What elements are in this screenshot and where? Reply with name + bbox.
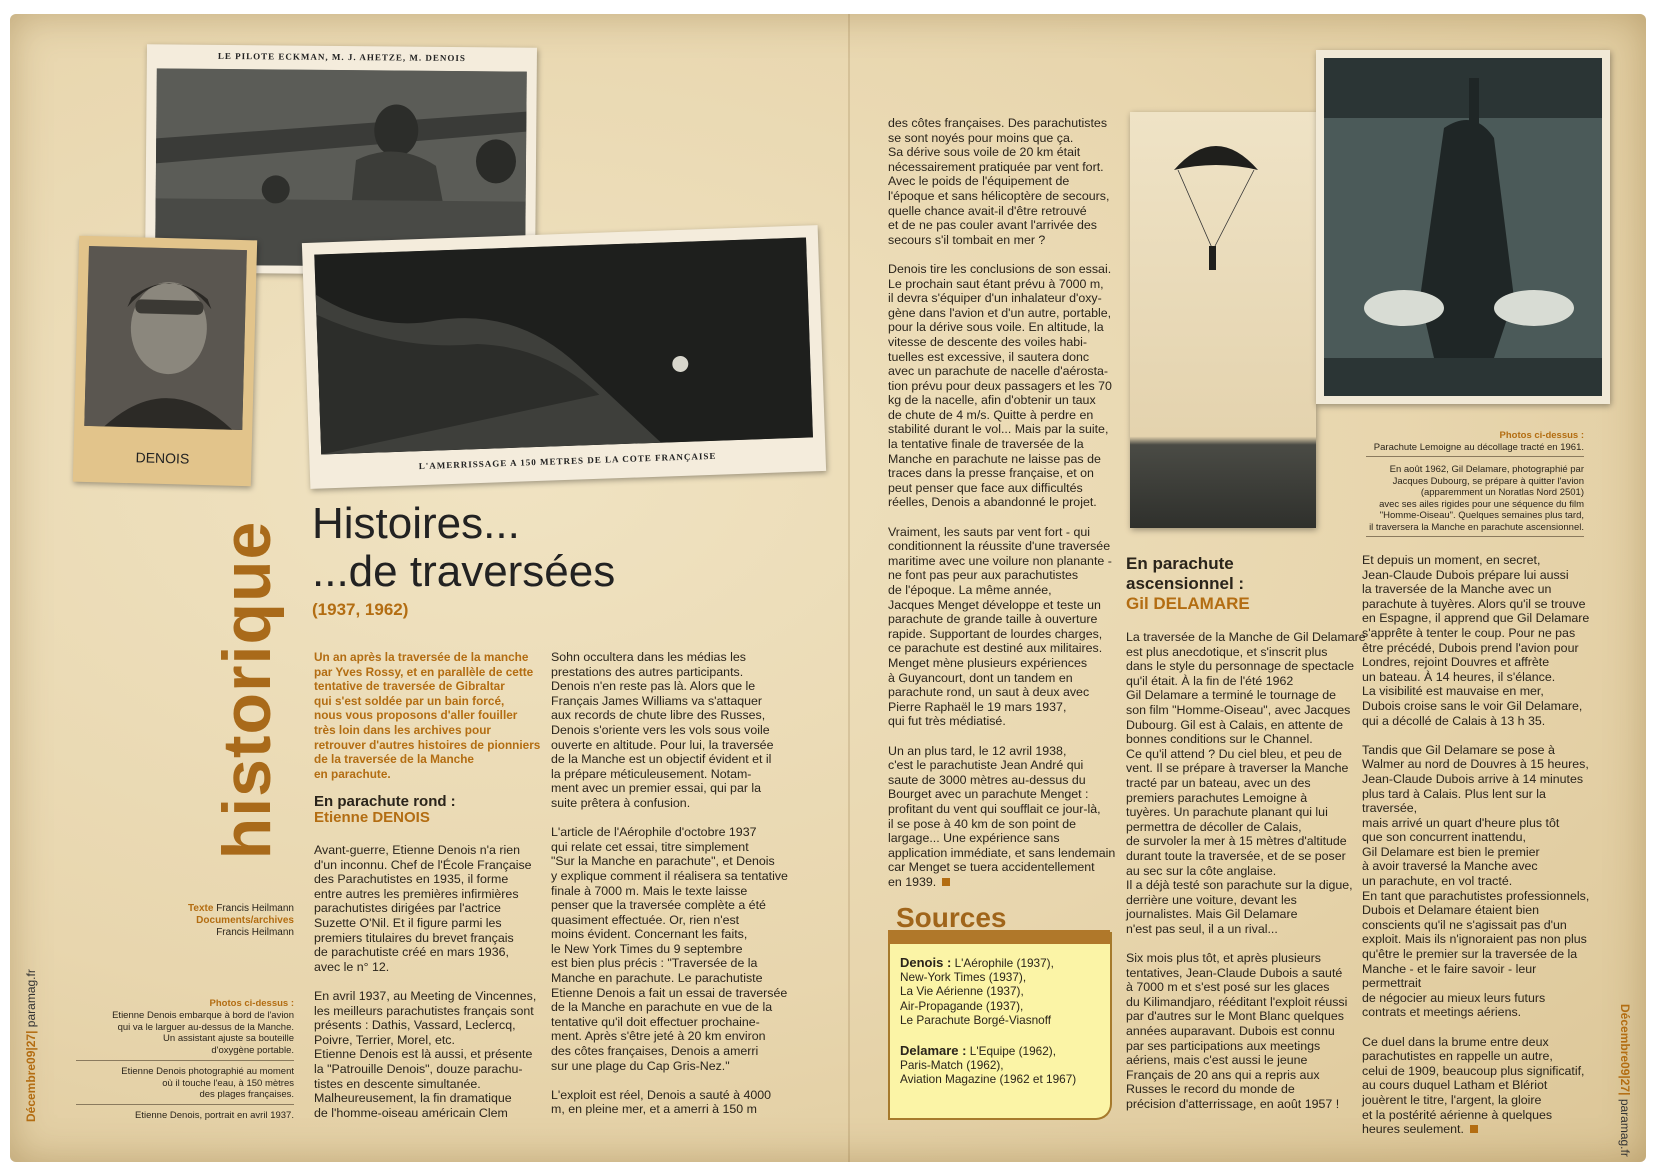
photo-portrait-caption: DENOIS [135, 449, 190, 467]
folio-left-site: paramag.fr [24, 969, 38, 1028]
credit-texte-label: Texte [188, 903, 214, 914]
article-title: Histoires... ...de traversées [312, 499, 616, 596]
sources-delamare-label: Delamare : [900, 1043, 967, 1058]
left-caption-2: Etienne Denois photographié au moment où il touche l'eau, à 150 mètres des plages françaises. [121, 1066, 294, 1100]
sea-illustration [314, 237, 813, 454]
column-3 [888, 116, 1118, 889]
column-2: Sohn occultera dans les médias les prestations des autres participants. Denois n'en reste pas là. Alors que le Français James Williams va s'attaquer aux records de chute libre des Russes, Denois s'oriente vers les vols sous voile ouverte en altitude. Pour lui, la traversée de la Manche est un objectif évident et il la prépare méticuleusement. Notam- ment avec un premier essai, qui par la suite prêtera à confusion. L'article de l'Aérophile d'octobre 1937 qui relate cet essai, titre simplement "Sur la Manche en parachute", et Denois y explique comment il réalisera sa tentative finale à 7000 m. Mais le texte laisse penser que la traversée complète a été quasiment effectuée. Or, rien n'est moins évident. Concernant les faits, le New York Times du 9 septembre est bien plus précis : "Traversée de la Manche en parachute. Le parachutiste Etienne Denois a fait un essai de traversée de la Manche en parachute en vue de la tentative qu'il doit effectuer prochaine- ment. Après s'être jeté à 20 km environ des côtes françaises, Denois a amerri sur une plage du Cap Gris-Nez." L'exploit est réel, Denois a sauté à 4000 m, en pleine mer, et a amerri à 150 m [551, 650, 788, 1117]
end-mark-square-2 [1470, 1125, 1478, 1133]
section-label: historique [209, 520, 285, 860]
article-subtitle: (1937, 1962) [312, 600, 409, 619]
caption-rule-1 [76, 1060, 294, 1061]
photo-portrait [73, 236, 257, 487]
photo-sea-landing [302, 225, 826, 489]
delamare-illustration [1324, 58, 1602, 396]
photo-portrait-image [84, 246, 247, 430]
caption-rule-2 [76, 1104, 294, 1105]
folio-right: Décembre09|27| paramag.fr [1618, 1004, 1632, 1157]
section-label-vertical [210, 490, 284, 890]
sources-delamare-list: L'Equipe (1962), Paris-Match (1962), Aviation Magazine (1962 et 1967) [900, 1044, 1077, 1087]
section1-head: En parachute rond : [314, 793, 456, 810]
right-captions-label: Photos ci-dessus : [1499, 430, 1584, 441]
sources-denois-label: Denois : [900, 955, 952, 970]
sources-title: Sources [896, 902, 1007, 933]
folio-left: Décembre09|27| paramag.fr [24, 969, 38, 1122]
folio-left-issue: Décembre09 [24, 1050, 38, 1122]
column-1: Avant-guerre, Etienne Denois n'a rien d'un inconnu. Chef de l'École Française des Parachutistes en 1935, il forme entre autres les premières infirmières parachutistes dirigées par l'actrice Suzette O'Nil. Et il figure parmi les premiers titulaires du brevet français de parachutiste créé en mars 1936, avec le n° 12. En avril 1937, au Meeting de Vincennes, les meilleurs parachutistes français sont présents : Dathis, Vassard, Leclercq, Poivre, Terrier, Morel, etc. Etienne Denois est là aussi, et présente la "Patrouille Denois", douze parachu- tistes en descente simultanée. Malheureusement, la fin dramatique de l'homme-oiseau américain Clem [314, 843, 537, 1120]
left-captions-label: Photos ci-dessus : [209, 998, 294, 1009]
section2-head: En parachute ascensionnel : [1126, 554, 1245, 593]
credit-texte-name: Francis Heilmann [216, 903, 294, 914]
section2-name: Gil DELAMARE [1126, 594, 1250, 613]
photo-delamare-image [1324, 58, 1602, 396]
folio-right-page: 27 [1618, 1078, 1632, 1093]
article-credits [118, 903, 294, 939]
intro-text: Un an après la traversée de la manche par Yves Rossy, et en parallèle de cette tentative de traversée de Gibraltar qui s'est soldée par un bain forcé, nous vous proposons d'aller fouiller très loin dans les archives pour retrouver d'autres histoires de pionniers de la traversée de la Manche en parachute. [314, 650, 541, 781]
photo-delamare-plane [1316, 50, 1610, 404]
right-caption-1: Parachute Lemoigne au décollage tracté en 1961. [1373, 442, 1584, 453]
right-caption-rule-2 [1366, 536, 1584, 537]
left-caption-1: Etienne Denois embarque à bord de l'avion qui va le larguer au-dessus de la Manche. Un assistant ajuste sa bouteille d'oxygène portable. [112, 1010, 294, 1056]
photo-sea-landing-image [314, 237, 813, 454]
page-fold [848, 14, 850, 1162]
section1-name: Etienne DENOIS [314, 809, 430, 826]
credit-docs-name: Francis Heilmann [216, 927, 294, 938]
photo-parachute-sky [1130, 112, 1316, 528]
photo-sea-landing-caption: L'AMERRISSAGE A 150 METRES DE LA COTE FRANÇAISE [418, 450, 717, 472]
folio-right-issue: Décembre09 [1618, 1004, 1632, 1076]
folio-right-site: paramag.fr [1618, 1098, 1632, 1157]
left-caption-3: Etienne Denois, portrait en avril 1937. [135, 1110, 294, 1121]
right-caption-2: En août 1962, Gil Delamare, photographié par Jacques Dubourg, se prépare à quitter l'avion (apparemment un Noratlas Nord 2501) avec ses ailes rigides pour une séquence du film "Homme-Oiseau". Quelques semaines plus tard, il traversera la Manche en parachute ascensionnel. [1369, 464, 1584, 533]
column-4: La traversée de la Manche de Gil Delamare est plus anecdotique, et s'inscrit plus dans le style du personnage de spectacle qu'il était. À la fin de l'été 1962 Gil Delamare a terminé le tournage de son film "Homme-Oiseau", avec Jacques Dubourg. Gil est à Calais, en attente de bonnes conditions sur le Channel. Ce qu'il attend ? Du ciel bleu, et peu de vent. Il se prépare à traverser la Manche tracté par un bateau, avec un des premiers parachutes Lemoigne à tuyères. Un parachute planant qui lui permettra de décoller de Calais, de survoler la mer à 15 mètres d'altitude durant toute la traversée, et de se poser au sec sur la côte anglaise. Il a déjà testé son parachute sur la digue, derrière une voiture, devant les journalistes. Mais Gil Delamare n'est pas seul, il a un rival... Six mois plus tôt, et après plusieurs tentatives, Jean-Claude Dubois a sauté à 7000 m et s'est posé sur les glaces du Kilimandjaro, rééditant l'exploit réussi par d'autres sur le Mont Blanc quelques années auparavant. Dubois est connu par ses participations aux meetings aériens, mais c'est aussi le jeune Français de 20 ans qui a repris aux Russes le record du monde de précision d'atterrissage, en août 1957 ! [1126, 630, 1366, 1111]
photo-cockpit-caption: LE PILOTE ECKMAN, M. J. AHETZE, M. DENOIS [217, 50, 466, 64]
sources-denois [900, 956, 1106, 1027]
sources-delamare [900, 1044, 1106, 1087]
sources-denois-list: L'Aérophile (1937), New-York Times (1937), La Vie Aérienne (1937), Air-Propagande (1937), Le Parachute Borgé-Viasnoff [900, 956, 1054, 1027]
end-mark-square [942, 878, 950, 886]
column-5-text: Et depuis un moment, en secret, Jean-Claude Dubois prépare lui aussi la traversée de la Manche avec un parachute à tuyères. Alors qu'il se trouve en Espagne, il apprend que Gil Delamare s'apprête à tenter le coup. Pour ne pas être précédé, Dubois prend l'avion pour Londres, rejoint Douvres et affrète un bateau. À 14 heures, il s'élance. La visibilité est mauvaise en mer, Dubois croise sans le voir Gil Delamare, qui a décollé de Calais à 13 h 35. Tandis que Gil Delamare se pose à Walmer au nord de Douvres à 15 heures, Jean-Claude Dubois arrive à 14 minutes plus tard à Calais. Plus lent sur la traversée, mais arrivé un quart d'heure plus tôt que son concurrent inattendu, Gil Delamare est bien le premier à avoir traversé la Manche avec un parachute, en vol tracté. En tant que parachutistes professionnels, Dubois et Delamare étaient bien conscients qu'il ne s'agissait pas d'un exploit. Mais ils n'ignoraient pas non plus qu'être le premier sur la traversée de la Manche - et le faire savoir - leur permettrait de négocier au mieux leurs futurs contrats et meetings aériens. Ce duel dans la brume entre deux parachutistes en rappelle un autre, celui de 1909, beaucoup plus significatif, au cours duquel Latham et Blériot jouèrent le titre, l'argent, la gloire et la postérité aérienne à quelques heures seulement. [1362, 553, 1590, 1137]
credit-docs-label: Documents/archives [196, 915, 294, 926]
parachute-sky-illustration [1130, 112, 1316, 528]
folio-left-page: 27 [24, 1033, 38, 1048]
column-3-text: des côtes françaises. Des parachutistes se sont noyés pour moins que ça. Sa dérive sous voile de 20 km était nécessairement pratiquée par vent fort. Avec le poids de l'équipement de l'époque et sans hélicoptère de secours, quelle chance avait-il d'être retrouvé et de ne pas couler avant l'arrivée des secours s'il tombait en mer ? Denois tire les conclusions de son essai. Le prochain saut étant prévu à 7000 m, il devra s'équiper d'un inhalateur d'oxy- gène dans l'avion et d'un autre, portable, pour la dérive sous voile. En altitude, la vitesse de descente des voiles habi- tuelles est excessive, il sautera donc avec un parachute de nacelle d'aérosta- tion prévu pour deux passagers et les 70 kg de la nacelle, afin d'obtenir un taux de chute de 4 m/s. Quitte à perdre en stabilité durant le vol... Mais par la suite, la tentative finale de traversée de la Manche en parachute ne laisse pas de traces dans la presse française, et on peut penser que face aux difficultés réelles, Denois a abandonné le projet. Vraiment, les sauts par vent fort - qui conditionnent la réussite d'une traversée maritime avec une voilure non planante - ne font pas peur aux parachutistes de l'époque. La même année, Jacques Menget développe et teste un parachute de grande taille à ouverture rapide. Supportant de lourdes charges, ce parachute est destiné aux militaires. Menget mène plusieurs expériences à Guyancourt, dont un tandem en parachute rond, un saut à deux avec Pierre Raphaël le 19 mars 1937, qui fut très médiatisé. Un an plus tard, le 12 avril 1938, c'est le parachutiste Jean André qui saute de 3000 mètres au-dessus du Bourget avec un parachute Menget : profitant du vent qui soufflait ce jour-là, il se pose à 40 km de son point de largage... Une expérience sans application immédiate, et sans lendemain car Menget se tuera accidentellement en 1939. [888, 116, 1116, 889]
portrait-illustration [84, 246, 247, 430]
column-5 [1362, 553, 1594, 1137]
section1-heading [314, 794, 456, 826]
section2-heading [1126, 554, 1250, 614]
right-caption-rule [1366, 456, 1584, 457]
